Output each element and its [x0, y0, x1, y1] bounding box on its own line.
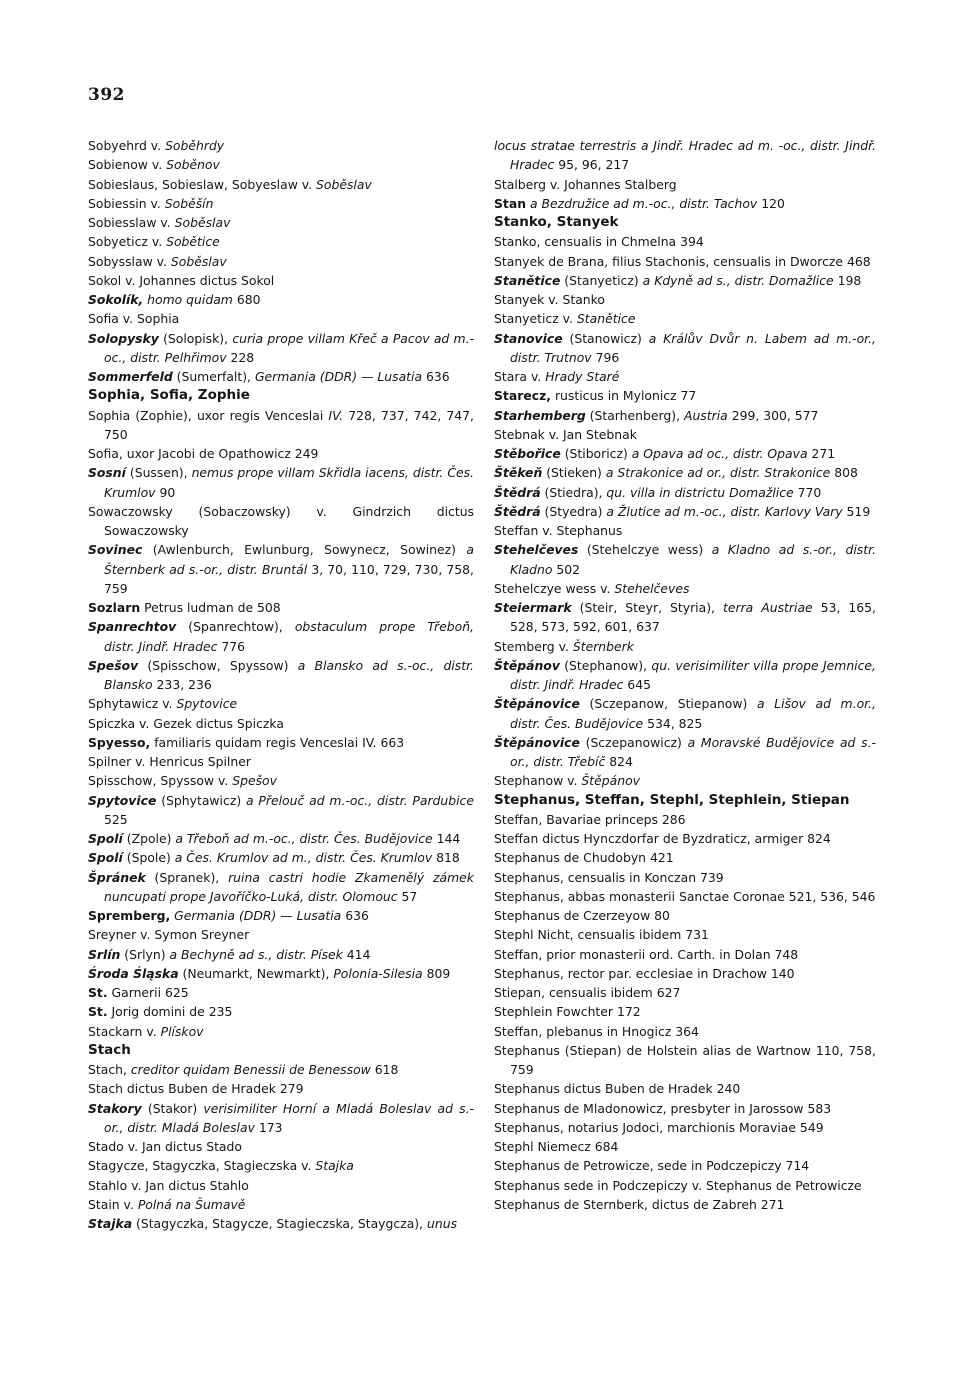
- index-entry: St. Garnerii 625: [88, 985, 189, 1000]
- index-entry: Štědrá (Stiedra), qu. villa in districtu Domažlice 770: [494, 484, 822, 500]
- index-entry: Sobiesslaw v. Soběslav: [88, 215, 231, 230]
- index-entry: Stephl Niemecz 684: [494, 1139, 619, 1154]
- index-entry: Štěpánov (Stephanow), qu. verisimiliter villa prope Jemnice, distr. Jindř. Hradec 645: [494, 657, 876, 692]
- index-section-heading: Stanko, Stanyek: [494, 214, 619, 230]
- index-entry: Sofia v. Sophia: [88, 311, 180, 327]
- index-entry: Stagycze, Stagyczka, Stagieczska v. Stajka: [88, 1158, 354, 1174]
- index-entry: Stalberg v. Johannes Stalberg: [494, 176, 677, 192]
- index-entry: locus stratae terrestris a Jindř. Hradec ad m. -oc., distr. Jindř. Hradec 95, 96, 217: [494, 138, 876, 173]
- index-entry: Stehelčeves (Stehelczye wess) a Kladno ad s.-or., distr. Kladno 502: [494, 542, 876, 577]
- index-entry: Sobyehrd v. Soběhrdy: [88, 138, 225, 153]
- index-entry: Starecz, rusticus in Mylonicz 77: [494, 388, 697, 404]
- index-entry: Stanyek v. Stanko: [494, 292, 605, 307]
- index-entry: Štěpánovice (Sczepanowicz) a Moravské Budějovice ad s.-or., distr. Třebíč 824: [494, 734, 877, 769]
- index-entry: Steffan v. Stephanus: [494, 523, 623, 538]
- index-entry: Stakory (Stakor) verisimiliter Horní a Mladá Boleslav ad s.-or., distr. Mladá Boleslav 173: [88, 1100, 474, 1135]
- index-entry: Sobieslaus, Sobieslaw, Sobyeslaw v. Soběslav: [88, 176, 372, 192]
- index-entry: Solopysky (Solopisk), curia prope villam Křeč a Pacov ad m.-oc., distr. Pelhřimov 228: [88, 330, 474, 365]
- index-entry: Spisschow, Spyssow v. Spešov: [88, 773, 277, 789]
- index-entry: Spolí (Spole) a Čes. Krumlov ad m., distr. Čes. Krumlov 818: [88, 850, 460, 866]
- index-column-right: [494, 136, 876, 1214]
- index-entry: Sobysslaw v. Soběslav: [88, 253, 227, 269]
- index-entry: Starhemberg (Starhenberg), Austria 299, 300, 577: [494, 407, 819, 423]
- index-entry: Stephanus (Stiepan) de Holstein alias de Wartnow 110, 758, 759: [494, 1042, 876, 1077]
- index-entry: Sovinec (Awlenburch, Ewlunburg, Sowynecz, Sowinez) a Šternberk ad s.-or., distr. Bruntál 3, 70, 110, 729, 730, 758, 759: [88, 542, 475, 596]
- index-entry: Stanovice (Stanowicz) a Králův Dvůr n. Labem ad m.-or., distr. Trutnov 796: [494, 330, 876, 365]
- index-entry: Stahlo v. Jan dictus Stahlo: [88, 1177, 249, 1193]
- index-entry: Stajka (Stagyczka, Stagycze, Stagieczska, Staygcza), unus: [88, 1216, 458, 1231]
- index-entry: Steffan, Bavariae princeps 286: [494, 811, 686, 827]
- index-entry: Spanrechtov (Spanrechtow), obstaculum prope Třeboň, distr. Jindř. Hradec 776: [88, 619, 474, 654]
- index-entry: Sofia, uxor Jacobi de Opathowicz 249: [88, 446, 319, 461]
- index-section-heading: Stephanus, Steffan, Stephl, Stephlein, Stiepan: [494, 791, 850, 808]
- page-number: 392: [88, 85, 125, 105]
- index-entry: Stanyeticz v. Stanětice: [494, 311, 636, 327]
- index-entry: Środa Śląska (Neumarkt, Newmarkt), Polonia-Silesia 809: [88, 965, 451, 981]
- index-entry: Sobyeticz v. Sobětice: [88, 234, 220, 250]
- index-entry: Sphytawicz v. Spytovice: [88, 696, 238, 712]
- index-entry: Stephanus dictus Buben de Hradek 240: [494, 1081, 741, 1097]
- index-entry: Spolí (Zpole) a Třeboň ad m.-oc., distr. Čes. Budějovice 144: [88, 831, 461, 846]
- index-entry: Štěkeň (Stieken) a Strakonice ad or., distr. Strakonice 808: [494, 465, 858, 481]
- index-entry: Špránek (Spranek), ruina castri hodie Zkamenělý zámek nuncupati prope Javoříčko-Luká, distr. Olomouc 57: [88, 869, 474, 904]
- index-entry: Spešov (Spisschow, Spyssow) a Blansko ad s.-oc., distr. Blansko 233, 236: [88, 657, 474, 692]
- index-entry: Stephanus de Chudobyn 421: [494, 850, 674, 866]
- index-entry: Stackarn v. Plískov: [88, 1023, 204, 1039]
- index-entry: Spyesso, familiaris quidam regis Venceslai IV. 663: [88, 734, 405, 750]
- index-entry: Stěbořice (Stiboricz) a Opava ad oc., distr. Opava 271: [494, 446, 836, 461]
- index-section-heading: Sophia, Sofia, Zophie: [88, 387, 250, 404]
- index-entry: Stehelczye wess v. Stehelčeves: [494, 580, 690, 596]
- index-entry: Sommerfeld (Sumerfalt), Germania (DDR) — Lusatia 636: [88, 369, 450, 384]
- index-entry: Steiermark (Steir, Steyr, Styria), terra Austriae 53, 165, 528, 573, 592, 601, 637: [494, 600, 876, 635]
- index-entry: Stephanus de Sternberk, dictus de Zabreh 271: [494, 1196, 785, 1212]
- index-entry: Stado v. Jan dictus Stado: [88, 1139, 242, 1154]
- index-entry: Štěpánovice (Sczepanow, Stiepanow) a Lišov ad m.or., distr. Čes. Budějovice 534, 825: [494, 696, 876, 731]
- index-entry: Štědrá (Styedra) a Žlutice ad m.-oc., distr. Karlovy Vary 519: [494, 503, 871, 519]
- index-entry: Stach, creditor quidam Benessii de Benessow 618: [88, 1062, 399, 1077]
- index-entry: Stephanus sede in Podczepiczy v. Stephanus de Petrowicze: [494, 1177, 862, 1193]
- index-entry: Stanko, censualis in Chmelna 394: [494, 234, 704, 250]
- index-entry: Srlín (Srlyn) a Bechyně ad s., distr. Písek 414: [88, 946, 371, 962]
- index-entry: Stebnak v. Jan Stebnak: [494, 426, 637, 442]
- index-entry: Stephanow v. Štěpánov: [494, 773, 640, 789]
- index-entry: Spytovice (Sphytawicz) a Přelouč ad m.-oc., distr. Pardubice 525: [88, 792, 474, 827]
- index-entry: Stan a Bezdružice ad m.-oc., distr. Tachov 120: [494, 195, 785, 211]
- index-entry: Stephlein Fowchter 172: [494, 1004, 641, 1020]
- index-entry: Spilner v. Henricus Spilner: [88, 754, 251, 769]
- index-entry: Sokolík, homo quidam 680: [88, 292, 261, 307]
- index-entry: Stephanus, censualis in Konczan 739: [494, 869, 724, 885]
- index-entry: Stephanus, rector par. ecclesiae in Drachow 140: [494, 965, 795, 981]
- index-entry: Sokol v. Johannes dictus Sokol: [88, 272, 275, 288]
- index-entry: Stain v. Polná na Šumavě: [88, 1196, 246, 1212]
- index-entry: Stanyek de Brana, filius Stachonis, censualis in Dworcze 468: [494, 253, 871, 269]
- index-entry: St. Jorig domini de 235: [88, 1004, 233, 1020]
- index-entry: Stephanus, notarius Jodoci, marchionis Moraviae 549: [494, 1119, 824, 1135]
- index-entry: Sreyner v. Symon Sreyner: [88, 927, 250, 943]
- index-entry: Sowaczowsky (Sobaczowsky) v. Gindrzich dictus Sowaczowsky: [88, 503, 474, 538]
- index-entry: Steffan, prior monasterii ord. Carth. in Dolan 748: [494, 946, 799, 962]
- index-entry: Spiczka v. Gezek dictus Spiczka: [88, 715, 284, 731]
- index-entry: Steffan, plebanus in Hnogicz 364: [494, 1023, 699, 1039]
- index-entry: Stephanus, abbas monasterii Sanctae Coronae 521, 536, 546: [494, 888, 876, 904]
- index-entry: Sobienow v. Soběnov: [88, 157, 220, 173]
- index-entry: Sobiessin v. Soběšín: [88, 195, 214, 211]
- index-entry: Stach dictus Buben de Hradek 279: [88, 1081, 304, 1097]
- index-column-left: [88, 136, 474, 1233]
- index-entry: Stephanus de Petrowicze, sede in Podczepiczy 714: [494, 1158, 810, 1174]
- index-entry: Stara v. Hrady Staré: [494, 369, 620, 384]
- index-entry: Spremberg, Germania (DDR) — Lusatia 636: [88, 908, 369, 923]
- index-entry: Stephanus de Mladonowicz, presbyter in Jarossow 583: [494, 1100, 832, 1116]
- index-entry: Steffan dictus Hynczdorfar de Byzdraticz, armiger 824: [494, 831, 831, 846]
- index-entry: Stiepan, censualis ibidem 627: [494, 985, 681, 1000]
- index-entry: Sophia (Zophie), uxor regis Venceslai IV. 728, 737, 742, 747, 750: [88, 407, 474, 442]
- index-entry: Sosní (Sussen), nemus prope villam Skřidla iacens, distr. Čes. Krumlov 90: [88, 465, 474, 500]
- index-entry: Stemberg v. Šternberk: [494, 638, 634, 654]
- index-entry: Stephanus de Czerzeyow 80: [494, 908, 670, 923]
- index-entry: Stanětice (Stanyeticz) a Kdyně ad s., distr. Domažlice 198: [494, 272, 862, 288]
- index-entry: Stephl Nicht, censualis ibidem 731: [494, 927, 709, 943]
- index-section-heading: Stach: [88, 1041, 131, 1058]
- index-entry: Sozlarn Petrus ludman de 508: [88, 600, 281, 615]
